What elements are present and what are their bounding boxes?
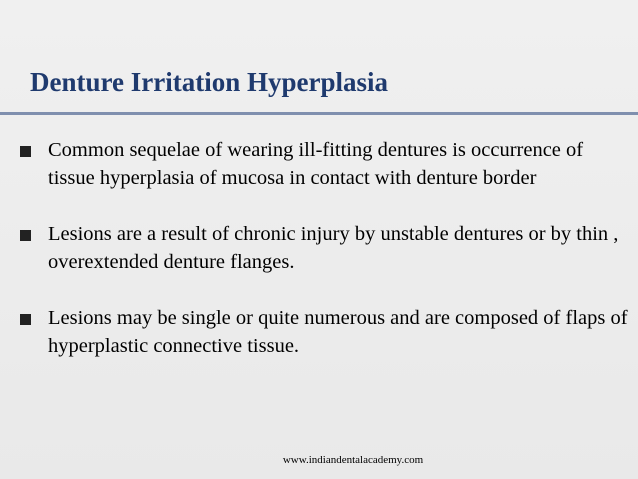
square-bullet-icon	[20, 146, 31, 157]
title-divider	[0, 112, 638, 115]
bullet-list	[0, 136, 638, 388]
footer-url: www.indiandentalacademy.com	[282, 454, 424, 466]
bullet-text: Lesions may be single or quite numerous and are composed of flaps of hyperplastic connective tissue.	[48, 307, 628, 357]
bullet-text: Common sequelae of wearing ill-fitting dentures is occurrence of tissue hyperplasia of mucosa in contact with denture border	[48, 139, 584, 189]
square-bullet-icon	[20, 314, 31, 325]
bullet-item	[0, 304, 638, 360]
bullet-item	[0, 136, 638, 192]
bullet-item	[0, 220, 638, 276]
slide-title: Denture Irritation Hyperplasia	[30, 67, 388, 97]
square-bullet-icon	[20, 230, 31, 241]
bullet-text: Lesions are a result of chronic injury by unstable dentures or by thin , overextended denture flanges.	[48, 223, 619, 273]
